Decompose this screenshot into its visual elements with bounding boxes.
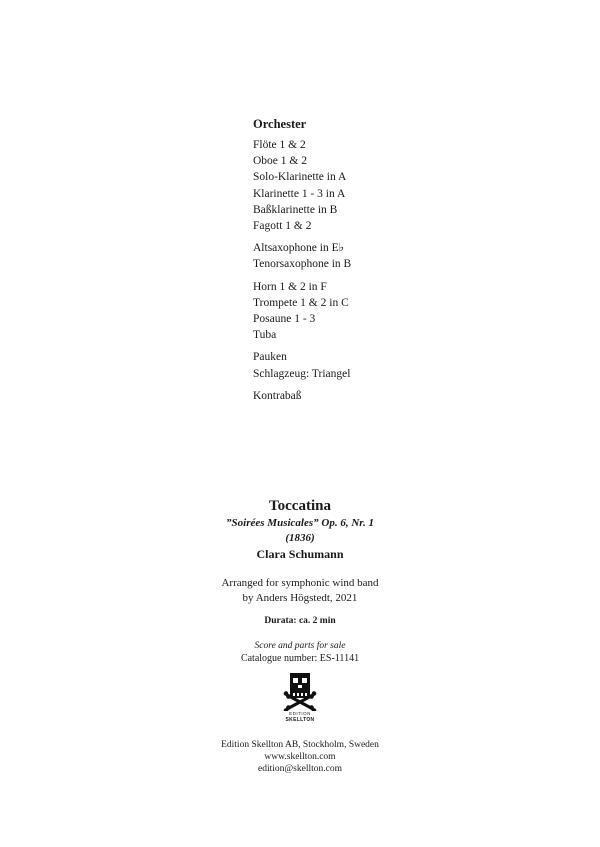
instrument-item: Tuba xyxy=(253,329,277,342)
instrument-item: Altsaxophone in E♭ xyxy=(253,242,345,255)
arranger-line: by Anders Högstedt, 2021 xyxy=(242,592,358,604)
publisher-website: www.skellton.com xyxy=(264,752,336,762)
brass-group xyxy=(253,279,453,344)
duration: Durata: ca. 2 min xyxy=(264,616,336,626)
logo-edition-text: EDITION xyxy=(289,711,311,716)
instrument-item: Oboe 1 & 2 xyxy=(253,155,307,168)
instrument-item: Klarinette 1 - 3 in A xyxy=(253,187,346,200)
instrument-item: Solo-Klarinette in A xyxy=(253,171,347,184)
instrument-item: Baßklarinette in B xyxy=(253,203,338,216)
work-title: Toccatina xyxy=(269,498,331,514)
arrangement-credit xyxy=(0,576,600,606)
instrument-item: Trompete 1 & 2 in C xyxy=(253,296,349,309)
composer-name: Clara Schumann xyxy=(256,547,344,561)
instrument-item: Flöte 1 & 2 xyxy=(253,139,306,151)
percussion-group xyxy=(253,349,453,381)
instrument-item: Pauken xyxy=(253,351,287,364)
instrument-item: Fagott 1 & 2 xyxy=(253,220,312,233)
arrangement-line: Arranged for symphonic wind band xyxy=(221,577,379,589)
publisher-logo xyxy=(280,671,320,725)
work-subtitle: ”Soirées Musicales” Op. 6, Nr. 1 xyxy=(226,517,374,529)
instrument-item: Kontrabaß xyxy=(253,389,302,402)
instrumentation-heading: Orchester xyxy=(253,117,307,131)
publisher-info xyxy=(0,739,600,775)
instrument-item: Schlagzeug: Triangel xyxy=(253,367,351,380)
instrumentation-list xyxy=(253,116,453,410)
woodwinds-group xyxy=(253,137,453,234)
instrument-item: Posaune 1 - 3 xyxy=(253,313,316,326)
saxophones-group xyxy=(253,240,453,272)
skull-crossbones-icon xyxy=(280,671,320,711)
instrument-item: Horn 1 & 2 in F xyxy=(253,280,327,293)
strings-group xyxy=(253,388,453,404)
instrument-item: Tenorsaxophone in B xyxy=(253,258,352,271)
sale-note: Score and parts for sale xyxy=(254,641,346,651)
publisher-email: edition@skellton.com xyxy=(258,764,342,774)
catalogue-number: Catalogue number: ES-11141 xyxy=(240,653,360,664)
logo-brand-text: SKELLTON xyxy=(285,717,315,723)
publisher-name: Edition Skellton AB, Stockholm, Sweden xyxy=(221,740,379,750)
work-year: (1836) xyxy=(285,532,315,544)
